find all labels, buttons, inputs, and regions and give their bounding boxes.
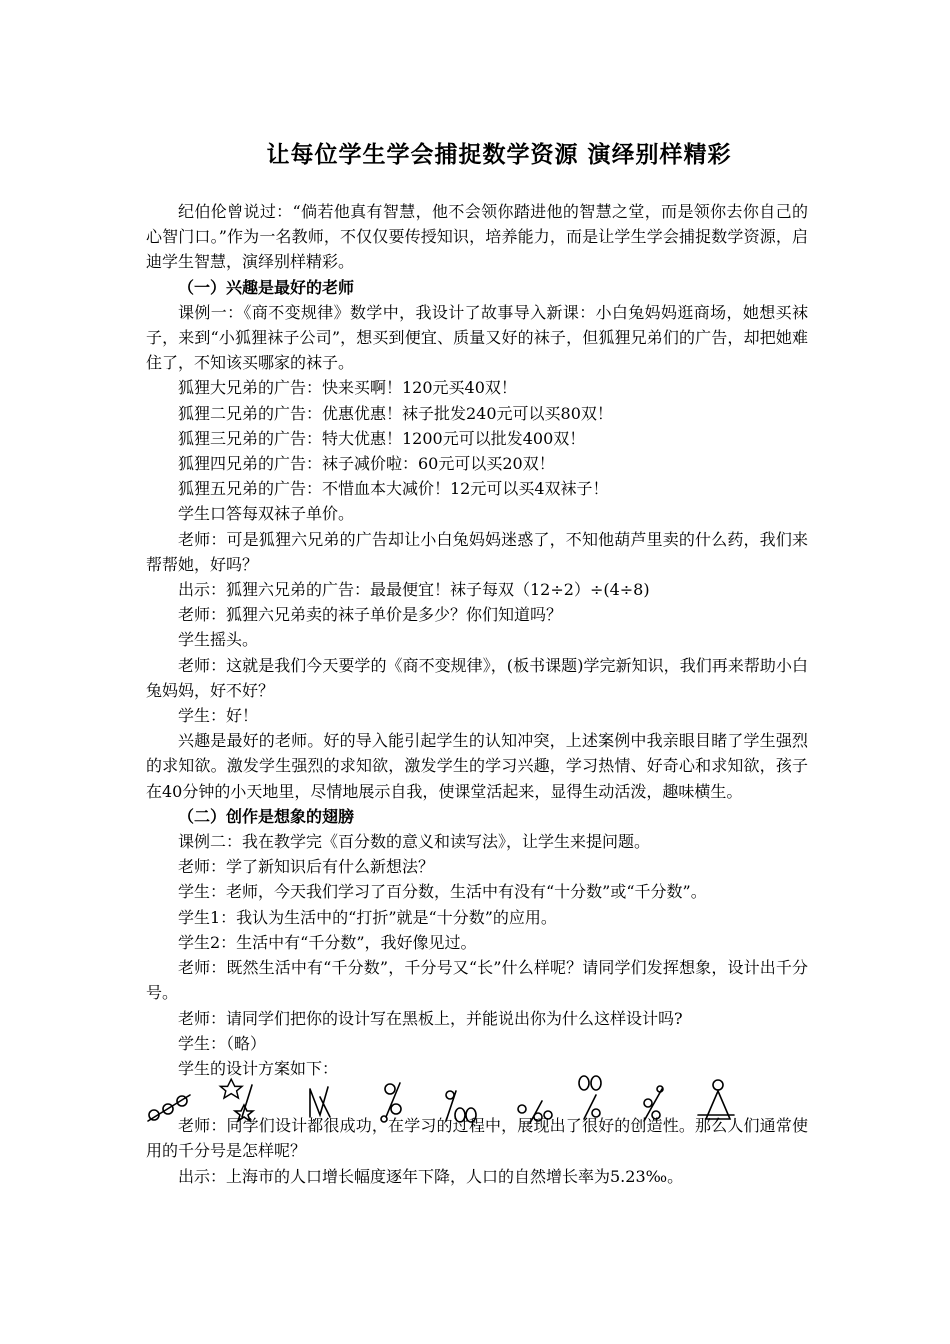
paragraph: 老师：同学们设计都很成功，在学习的过程中，展现出了很好的创造性。那么人们通常使用的千分号是怎样呢？ <box>146 1116 808 1161</box>
paragraph: 学生的设计方案如下： <box>178 1058 339 1078</box>
paragraph: 狐狸大兄弟的广告：快来买啊！120元买40双！ <box>178 378 517 398</box>
permille-design-9 <box>698 1080 734 1119</box>
permille-designs-figure <box>146 1081 808 1117</box>
paragraph: 出示：上海市的人口增长幅度逐年下降，人口的自然增长率为5.23‰。 <box>178 1166 684 1186</box>
paragraph: 学生2：生活中有“千分数”，我好像见过。 <box>178 932 477 952</box>
paragraph: 学生：老师，今天我们学习了百分数，生活中有没有“十分数”或“千分数”。 <box>178 882 707 902</box>
paragraph: 老师：可是狐狸六兄弟的广告却让小白兔妈妈迷惑了，不知他葫芦里卖的什么药，我们来帮帮她，好吗？ <box>146 529 808 574</box>
permille-design-5 <box>446 1091 476 1122</box>
paragraph: 纪伯伦曾说过：“倘若他真有智慧，他不会领你踏进他的智慧之堂，而是领你去你自己的心智门口。”作为一名教师，不仅仅要传授知识，培养能力，而是让学生学会捕捉数学资源，启迪学生智慧，演绎别样精彩。 <box>146 202 808 272</box>
paragraph: 老师：这就是我们今天要学的《商不变规律》，(板书课题)学完新知识，我们再来帮助小白兔妈妈，好不好？ <box>146 655 808 700</box>
document-title: 让每位学生学会捕捉数学资源 演绎别样精彩 <box>266 142 732 168</box>
paragraph: 课例二：我在教学完《百分数的意义和读写法》，让学生来提问题。 <box>178 832 651 852</box>
permille-design-8 <box>644 1086 663 1121</box>
paragraph: 兴趣是最好的老师。好的导入能引起学生的认知冲突，上述案例中我亲眼目睹了学生强烈的求知欲。激发学生强烈的求知欲，激发学生的学习兴趣，学习热情、好奇心和求知欲，孩子在40分钟的小天地里，尽情地展示自我，使课堂活起来，显得生动活泼，趣味横生。 <box>146 731 808 801</box>
paragraph: 学生1：我认为生活中的“打折”就是“十分数”的应用。 <box>178 907 557 927</box>
section-heading: （二）创作是想象的翅膀 <box>178 806 355 826</box>
paragraph: 狐狸四兄弟的广告：袜子减价啦：60元可以买20双！ <box>178 454 555 474</box>
paragraph: 出示：狐狸六兄弟的广告：最最便宜！袜子每双（12÷2）÷(4÷8) <box>178 580 650 600</box>
paragraph: 狐狸五兄弟的广告：不惜血本大减价！12元可以买4双袜子！ <box>178 479 609 499</box>
permille-design-7 <box>579 1076 601 1119</box>
paragraph: 老师：狐狸六兄弟卖的袜子单价是多少？你们知道吗？ <box>178 605 563 625</box>
paragraph: 狐狸二兄弟的广告：优惠优惠！袜子批发240元可以买80双！ <box>178 403 613 423</box>
permille-design-1 <box>148 1095 190 1121</box>
paragraph: 学生摇头。 <box>178 630 259 650</box>
paragraph: 老师：请同学们把你的设计写在黑板上，并能说出你为什么这样设计吗? <box>178 1008 683 1028</box>
paragraph: 老师：既然生活中有“千分数”，千分号又“长”什么样呢？请同学们发挥想象，设计出千分号。 <box>146 958 808 1003</box>
permille-design-6 <box>518 1101 552 1123</box>
permille-design-2 <box>220 1079 253 1121</box>
paragraph: 学生：（略） <box>178 1033 267 1053</box>
paragraph: 狐狸三兄弟的广告：特大优惠！1200元可以批发400双！ <box>178 428 586 448</box>
paragraph: 学生口答每双袜子单价。 <box>178 504 355 524</box>
permille-design-3 <box>310 1087 330 1117</box>
section-heading: （一）兴趣是最好的老师 <box>178 277 355 297</box>
document-body <box>146 199 808 1189</box>
paragraph: 课例一：《商不变规律》数学中，我设计了故事导入新课：小白兔妈妈逛商场，她想买袜子，来到“小狐狸袜子公司”，想买到便宜、质量又好的袜子，但狐狸兄弟们的广告，却把她难住了，不知该买哪家的袜子。 <box>146 302 808 373</box>
paragraph: 老师：学了新知识后有什么新想法？ <box>178 857 435 877</box>
paragraph: 学生：好！ <box>178 706 259 726</box>
permille-design-4 <box>381 1083 401 1122</box>
